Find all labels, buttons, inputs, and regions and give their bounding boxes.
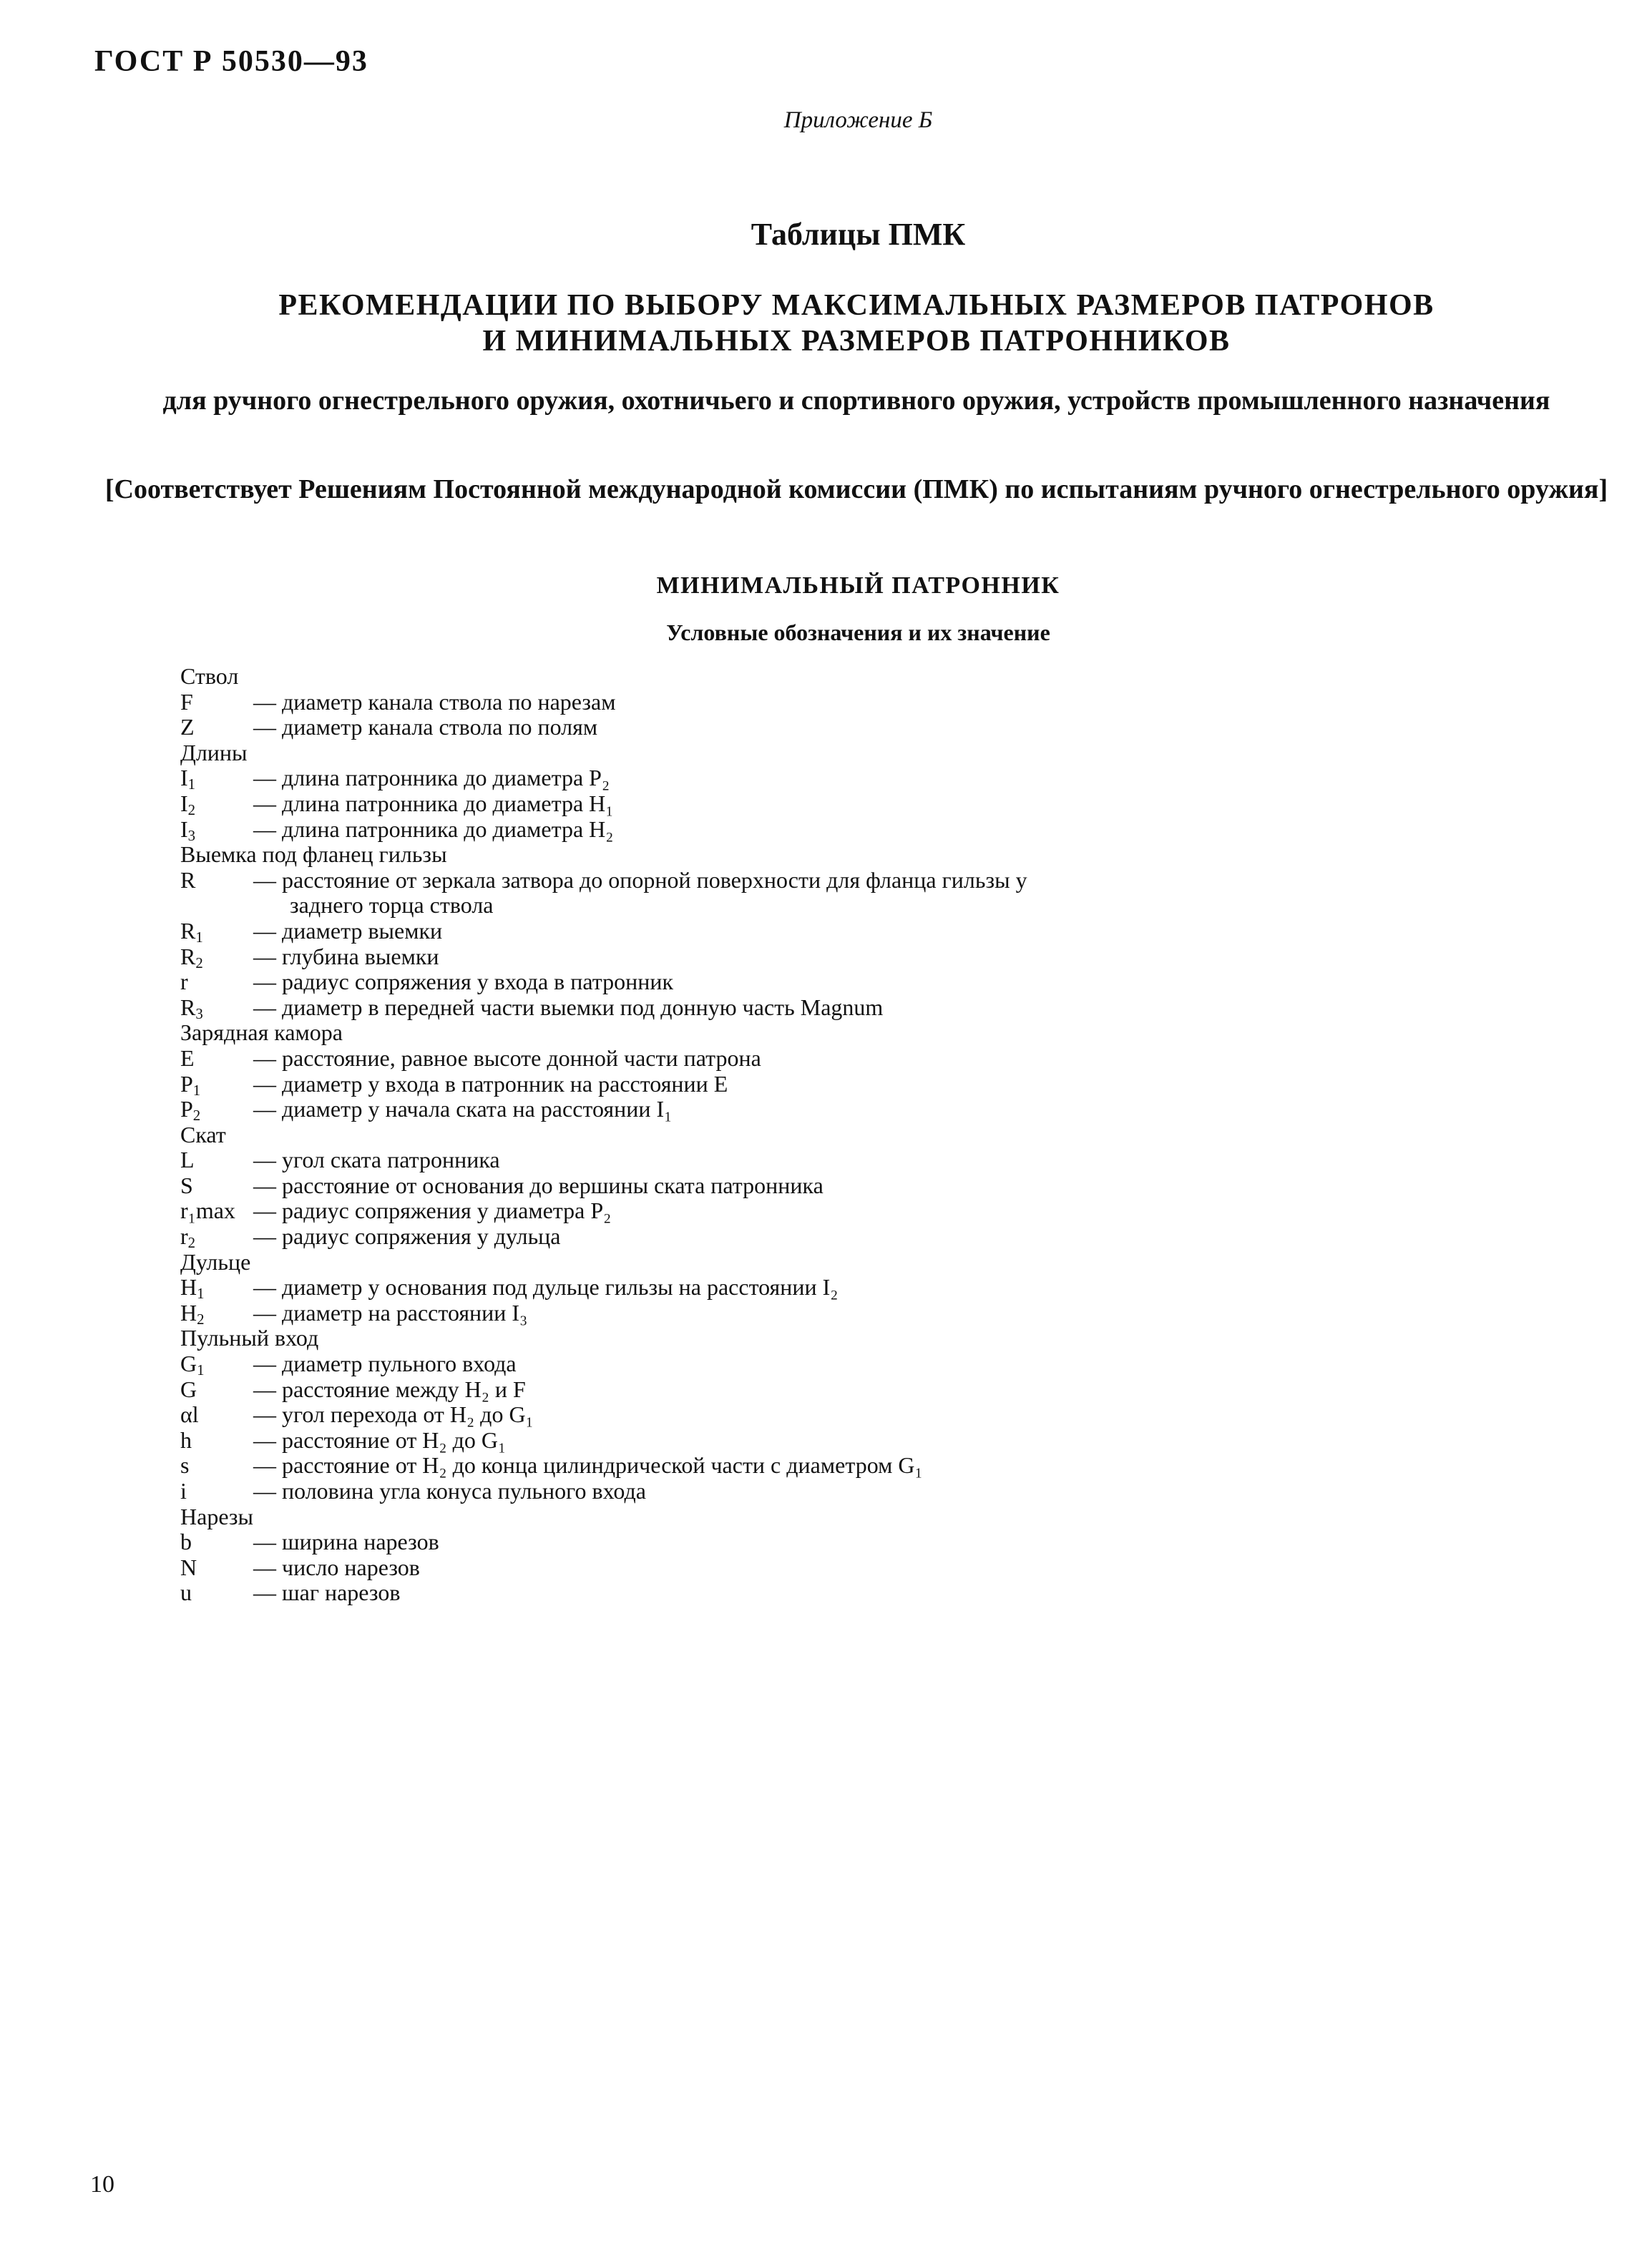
- legend-row: [180, 1299, 528, 1328]
- legend-description: — диаметр выемки: [253, 917, 443, 944]
- legend-symbol: h: [180, 1426, 192, 1453]
- legend-row: [180, 765, 610, 793]
- legend-description: — диаметр канала ствола по нарезам: [253, 688, 616, 715]
- legend-description: — угол перехода от H₂ до G₁: [253, 1401, 534, 1428]
- legend-description: — диаметр у начала ската на расстоянии I₁: [253, 1096, 673, 1122]
- legend-description: — длина патронника до диаметра P₂: [253, 765, 610, 791]
- legend-row: [180, 1555, 447, 1581]
- legend-description: — диаметр пульного входа: [253, 1351, 517, 1377]
- legend-row: [180, 1478, 646, 1504]
- legend-symbol: r₁max: [180, 1198, 235, 1224]
- legend-section-title: Нарезы: [180, 1503, 254, 1529]
- legend-row: [180, 790, 614, 819]
- legend-row: [180, 1274, 839, 1303]
- legend-section-title: Дульце: [180, 1248, 251, 1275]
- legend-description-continuation: заднего торца ствола: [290, 892, 494, 919]
- legend: [180, 663, 1027, 1606]
- legend-description: — расстояние от H₂ до конца цилиндрической части с диаметром G₁: [253, 1452, 923, 1479]
- legend-symbol: i: [180, 1478, 187, 1504]
- legend-description: — расстояние между H₂ и F: [253, 1376, 526, 1402]
- page-number: 10: [90, 2171, 114, 2198]
- legend-symbol: N: [180, 1554, 197, 1580]
- legend-row: [180, 688, 616, 715]
- legend-description: — расстояние от зеркала затвора до опорной поверхности для фланца гильзы у: [253, 866, 1027, 893]
- legend-symbol: L: [180, 1147, 195, 1173]
- legend-row: [180, 1452, 923, 1479]
- legend-description: — число нарезов: [253, 1554, 420, 1580]
- legend-row: [180, 969, 674, 995]
- legend-description: — глубина выемки: [253, 943, 439, 969]
- scope-text: для ручного огнестрельного оружия, охотничьего и спортивного оружия, устройств промышленного назначения: [162, 386, 1550, 416]
- legend-description: — расстояние, равное высоте донной части патрона: [253, 1044, 761, 1071]
- conformity-text: [Соответствует Решениям Постоянной международной комиссии (ПМК) по испытаниям ручного огнестрельного оружия]: [104, 474, 1608, 504]
- legend-row: [180, 1172, 823, 1199]
- legend-symbol: R: [180, 866, 196, 893]
- legend-section-title: Выемка под фланец гильзы: [180, 841, 447, 868]
- legend-row: [180, 1351, 517, 1379]
- legend-symbol: $G_1$: [180, 1351, 205, 1379]
- legend-symbol: $P_2$: [180, 1096, 201, 1125]
- page-title: Таблицы ПМК: [751, 217, 966, 252]
- legend-row: [180, 1070, 728, 1099]
- legend-symbol: Z: [180, 714, 195, 740]
- legend-symbol: r: [180, 969, 188, 995]
- legend-section-title: Длины: [180, 739, 248, 765]
- legend-section-title: Пульный вход: [180, 1325, 319, 1351]
- legend-description: — радиус сопряжения у диаметра P₂: [253, 1198, 612, 1224]
- legend-description: — расстояние от H₂ до G₁: [253, 1426, 507, 1453]
- legend-description: — половина угла конуса пульного входа: [253, 1478, 646, 1504]
- legend-symbol: u: [180, 1580, 192, 1606]
- legend-symbol: $H_2$: [180, 1299, 205, 1328]
- legend-row: [180, 1044, 761, 1072]
- legend-row: [180, 1376, 526, 1403]
- legend-row: [180, 994, 884, 1022]
- legend-symbol: αl: [180, 1401, 199, 1428]
- legend-row: [180, 1401, 534, 1428]
- legend-symbol: $r_2$: [180, 1223, 196, 1252]
- legend-description: — диаметр у входа в патронник на расстоянии E: [253, 1070, 728, 1097]
- legend-description: — диаметр в передней части выемки под донную часть Magnum: [253, 994, 884, 1020]
- appendix-label: Приложение Б: [783, 107, 933, 133]
- legend-row: [180, 714, 598, 740]
- legend-description: — диаметр у основания под дульце гильзы на расстоянии I₂: [253, 1274, 839, 1301]
- document-header: ГОСТ Р 50530—93: [94, 45, 368, 78]
- legend-description: — длина патронника до диаметра H₁: [253, 790, 614, 816]
- legend-symbol: $R_3$: [180, 994, 203, 1022]
- legend-symbol: F: [180, 688, 193, 715]
- legend-row: [180, 1223, 561, 1252]
- legend-row: [180, 1096, 673, 1125]
- legend-symbol: $P_1$: [180, 1070, 201, 1099]
- legend-symbol: $I_1$: [180, 765, 196, 793]
- legend-row: [180, 944, 447, 970]
- section-subtitle: Условные обозначения и их значение: [666, 620, 1050, 645]
- legend-description: — угол ската патронника: [253, 1147, 500, 1173]
- legend-description: — длина патронника до диаметра H₂: [253, 816, 614, 842]
- legend-description: — диаметр канала ствола по полям: [253, 714, 598, 740]
- legend-row: [180, 1147, 500, 1173]
- legend-description: — радиус сопряжения у входа в патронник: [253, 969, 674, 995]
- legend-description: — диаметр на расстоянии I₃: [253, 1299, 528, 1326]
- legend-description: — расстояние от основания до вершины ската патронника: [253, 1172, 823, 1198]
- legend-description: — ширина нарезов: [253, 1529, 439, 1555]
- legend-section-title: Зарядная камора: [180, 1019, 343, 1046]
- legend-row: [180, 816, 614, 844]
- legend-symbol: b: [180, 1529, 192, 1555]
- legend-row: [180, 919, 447, 944]
- legend-description: — радиус сопряжения у дульца: [253, 1223, 561, 1250]
- legend-row: [180, 1198, 612, 1224]
- legend-symbol: s: [180, 1452, 190, 1479]
- legend-row: [180, 1580, 447, 1606]
- legend-row: [180, 866, 1027, 893]
- caps-title-line-2: И МИНИМАЛЬНЫХ РАЗМЕРОВ ПАТРОННИКОВ: [482, 325, 1231, 358]
- legend-row-continuation: [180, 892, 494, 919]
- legend-symbol: S: [180, 1172, 193, 1198]
- legend-section-title: Скат: [180, 1121, 226, 1147]
- legend-description: — шаг нарезов: [253, 1580, 401, 1606]
- legend-symbol: E: [180, 1044, 195, 1071]
- legend-symbol: $I_3$: [180, 816, 196, 844]
- section-title: МИНИМАЛЬНЫЙ ПАТРОННИК: [656, 572, 1060, 599]
- legend-symbol: $H_1$: [180, 1274, 205, 1303]
- legend-symbol: $I_2$: [180, 790, 196, 819]
- legend-symbol: $R_1$: [180, 917, 203, 946]
- caps-title-line-1: РЕКОМЕНДАЦИИ ПО ВЫБОРУ МАКСИМАЛЬНЫХ РАЗМЕРОВ ПАТРОНОВ: [278, 289, 1434, 322]
- legend-row: [180, 1426, 507, 1454]
- legend-row: [180, 1529, 447, 1555]
- legend-section-title: Ствол: [180, 663, 239, 689]
- legend-symbol: G: [180, 1376, 197, 1402]
- legend-symbol: $R_2$: [180, 943, 203, 971]
